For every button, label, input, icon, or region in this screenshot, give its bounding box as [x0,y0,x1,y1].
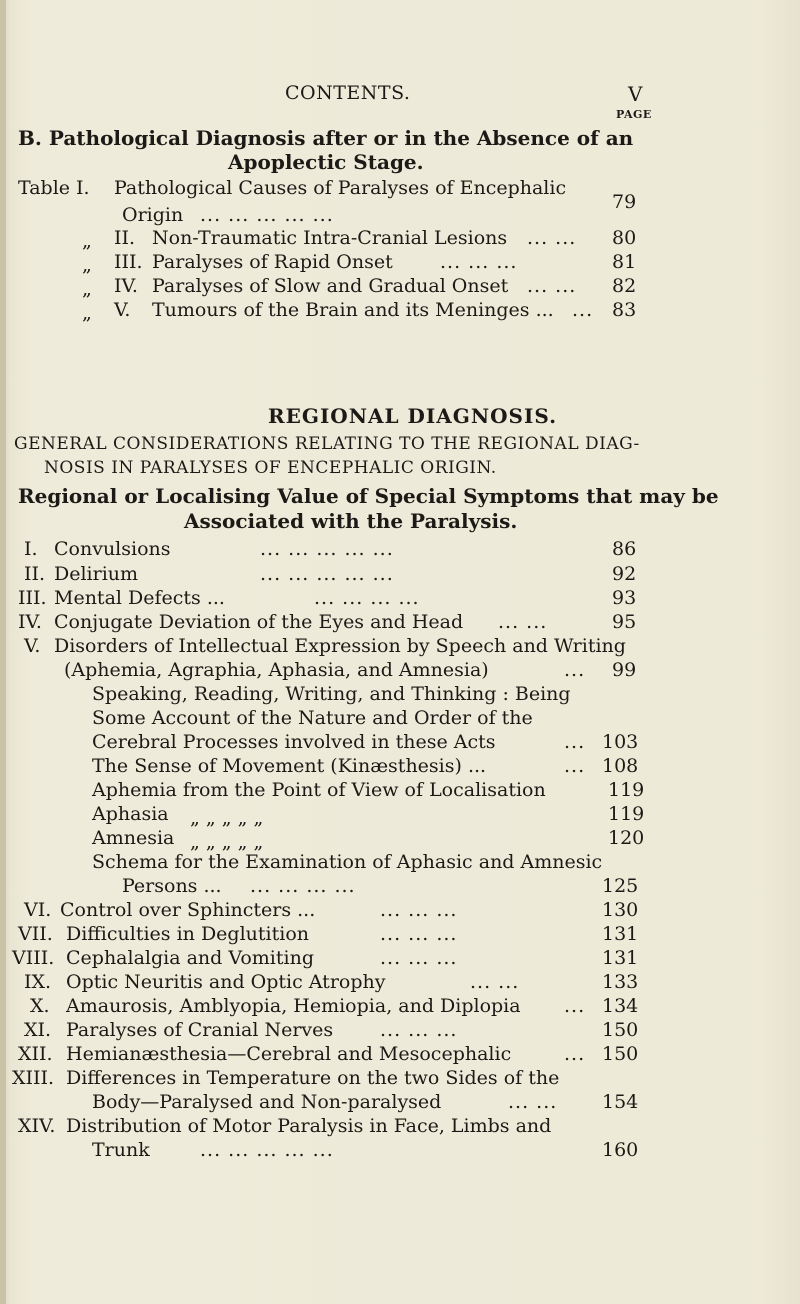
page-number: 86 [612,538,637,560]
leader-dots: ... ... ... ... ... [200,204,334,226]
page-number: 79 [612,191,637,213]
page-number: 150 [602,1043,639,1065]
leader-dots: ... ... ... ... [314,587,420,609]
leader-dots: ... ... [498,611,548,633]
toc-subentry-text: Amnesia [92,827,175,849]
toc-entry-text: Difficulties in Deglutition [66,923,309,945]
toc-entry-number: VIII. [12,947,55,969]
toc-subentry-text: Some Account of the Nature and Order of the [92,707,533,729]
leader-dots: ... ... [508,1091,558,1113]
leader-dots: ... [564,995,586,1017]
toc-entry-text: Convulsions [54,538,171,560]
page-number: 133 [602,971,639,993]
toc-entry-number: IV. [18,611,42,633]
leader-dots: ... ... ... [380,923,458,945]
toc-entry-text: Differences in Temperature on the two Sides of the [66,1067,560,1089]
page-number: 150 [602,1019,639,1041]
table-prefix: Table I. [18,177,90,199]
toc-entry-text: Control over Sphincters ... [60,899,316,921]
toc-entry-number: I. [24,538,38,560]
toc-entry-text: Distribution of Motor Paralysis in Face, Limbs and [66,1115,552,1137]
toc-entry-number: II. [114,227,136,249]
general-considerations-line1: GENERAL CONSIDERATIONS RELATING TO THE REGIONAL DIAG- [14,434,640,454]
toc-entry-number: XII. [18,1043,53,1065]
page-number: 125 [602,875,639,897]
ditto-mark: „ [82,278,92,300]
toc-entry-text: Cephalalgia and Vomiting [66,947,314,969]
page-number: 80 [612,227,637,249]
toc-entry-text: Non-Traumatic Intra-Cranial Lesions [152,227,508,249]
leader-dots: ... [564,1043,586,1065]
toc-entry-text: Disorders of Intellectual Expression by Speech and Writing [54,635,626,657]
toc-entry-number: VII. [18,923,53,945]
toc-subentry-text: Aphemia from the Point of View of Localisation [92,779,546,801]
toc-entry-number: III. [114,251,143,273]
toc-entry-text: Delirium [54,563,139,585]
leader-dots: ... ... ... ... [250,875,356,897]
page-number: 103 [602,731,639,753]
ditto-mark: „ [82,254,92,276]
page-number: 131 [602,923,639,945]
page-number: 82 [612,275,637,297]
toc-entry-number: VI. [24,899,52,921]
ditto-mark: „ „ „ „ „ [190,831,264,853]
page-number: 83 [612,299,637,321]
toc-entry-text: Pathological Causes of Paralyses of Encephalic [114,177,567,199]
page-number: 134 [602,995,639,1017]
running-title: CONTENTS. [285,82,411,104]
toc-entry-text: Trunk [92,1139,150,1161]
toc-subentry-text: Aphasia [92,803,169,825]
page-number: 92 [612,563,637,585]
leader-dots: ... ... [527,227,577,249]
localising-value-heading-line1: Regional or Localising Value of Special Symptoms that may be [18,484,719,508]
page-spine-shadow [0,0,6,1304]
page-number: 95 [612,611,637,633]
toc-entry-text: Body—Paralysed and Non-paralysed [92,1091,442,1113]
toc-entry-text: Conjugate Deviation of the Eyes and Head [54,611,464,633]
toc-entry-number: V. [114,299,131,321]
page-number: 120 [608,827,645,849]
page-number: 119 [608,803,645,825]
page-number: 119 [608,779,645,801]
leader-dots: ... ... ... ... ... [260,563,394,585]
page-number: 131 [602,947,639,969]
page-number: 154 [602,1091,639,1113]
general-considerations-line2: NOSIS IN PARALYSES OF ENCEPHALIC ORIGIN. [44,458,497,478]
toc-entry-number: XI. [24,1019,52,1041]
leader-dots: ... ... ... ... ... [260,538,394,560]
localising-value-heading-line2: Associated with the Paralysis. [184,509,518,533]
ditto-mark: „ [82,230,92,252]
toc-entry-text: Mental Defects ... [54,587,225,609]
ditto-mark: „ „ „ „ „ [190,807,264,829]
page-column-label: PAGE [616,108,652,121]
page-number: 130 [602,899,639,921]
toc-entry-number: X. [30,995,50,1017]
page-number: 160 [602,1139,639,1161]
toc-entry-text: Tumours of the Brain and its Meninges ... [152,299,554,321]
toc-entry-text: Optic Neuritis and Optic Atrophy [66,971,386,993]
ditto-mark: „ [82,302,92,324]
page-number: 108 [602,755,639,777]
leader-dots: ... [564,731,586,753]
leader-dots: ... [572,299,594,321]
leader-dots: ... ... ... ... ... [200,1139,334,1161]
toc-entry-text: Paralyses of Cranial Nerves [66,1019,334,1041]
toc-entry-text: Amaurosis, Amblyopia, Hemiopia, and Diplopia [66,995,521,1017]
toc-entry-text: (Aphemia, Agraphia, Aphasia, and Amnesia) [64,659,489,681]
leader-dots: ... [564,659,586,681]
toc-entry-number: II. [24,563,46,585]
toc-subentry-text: Schema for the Examination of Aphasic and Amnesic [92,851,603,873]
toc-entry-text: Paralyses of Slow and Gradual Onset [152,275,509,297]
leader-dots: ... ... ... [380,947,458,969]
leader-dots: ... ... [527,275,577,297]
page-number: 93 [612,587,637,609]
toc-subentry-text: Persons ... [122,875,222,897]
toc-entry-number: XIV. [18,1115,56,1137]
toc-entry-number: IV. [114,275,138,297]
section-b-heading-line2: Apoplectic Stage. [228,150,424,174]
leader-dots: ... [564,755,586,777]
toc-entry-number: XIII. [12,1067,55,1089]
toc-subentry-text: Cerebral Processes involved in these Acts [92,731,496,753]
page-number: 81 [612,251,637,273]
page-folio: V [628,82,643,106]
toc-entry-number: V. [24,635,41,657]
regional-diagnosis-title: REGIONAL DIAGNOSIS. [268,404,558,428]
toc-entry-text: Paralyses of Rapid Onset [152,251,393,273]
toc-subentry-text: The Sense of Movement (Kinæsthesis) ... [92,755,487,777]
toc-entry-number: IX. [24,971,52,993]
leader-dots: ... ... ... [380,899,458,921]
toc-entry-text: Hemianæsthesia—Cerebral and Mesocephalic [66,1043,512,1065]
section-b-heading-line1: B. Pathological Diagnosis after or in the Absence of an [18,126,634,150]
leader-dots: ... ... [470,971,520,993]
toc-entry-text: Origin [122,204,184,226]
toc-entry-number: III. [18,587,47,609]
page-number: 99 [612,659,637,681]
leader-dots: ... ... ... [380,1019,458,1041]
toc-subentry-text: Speaking, Reading, Writing, and Thinking : Being [92,683,571,705]
leader-dots: ... ... ... [440,251,518,273]
